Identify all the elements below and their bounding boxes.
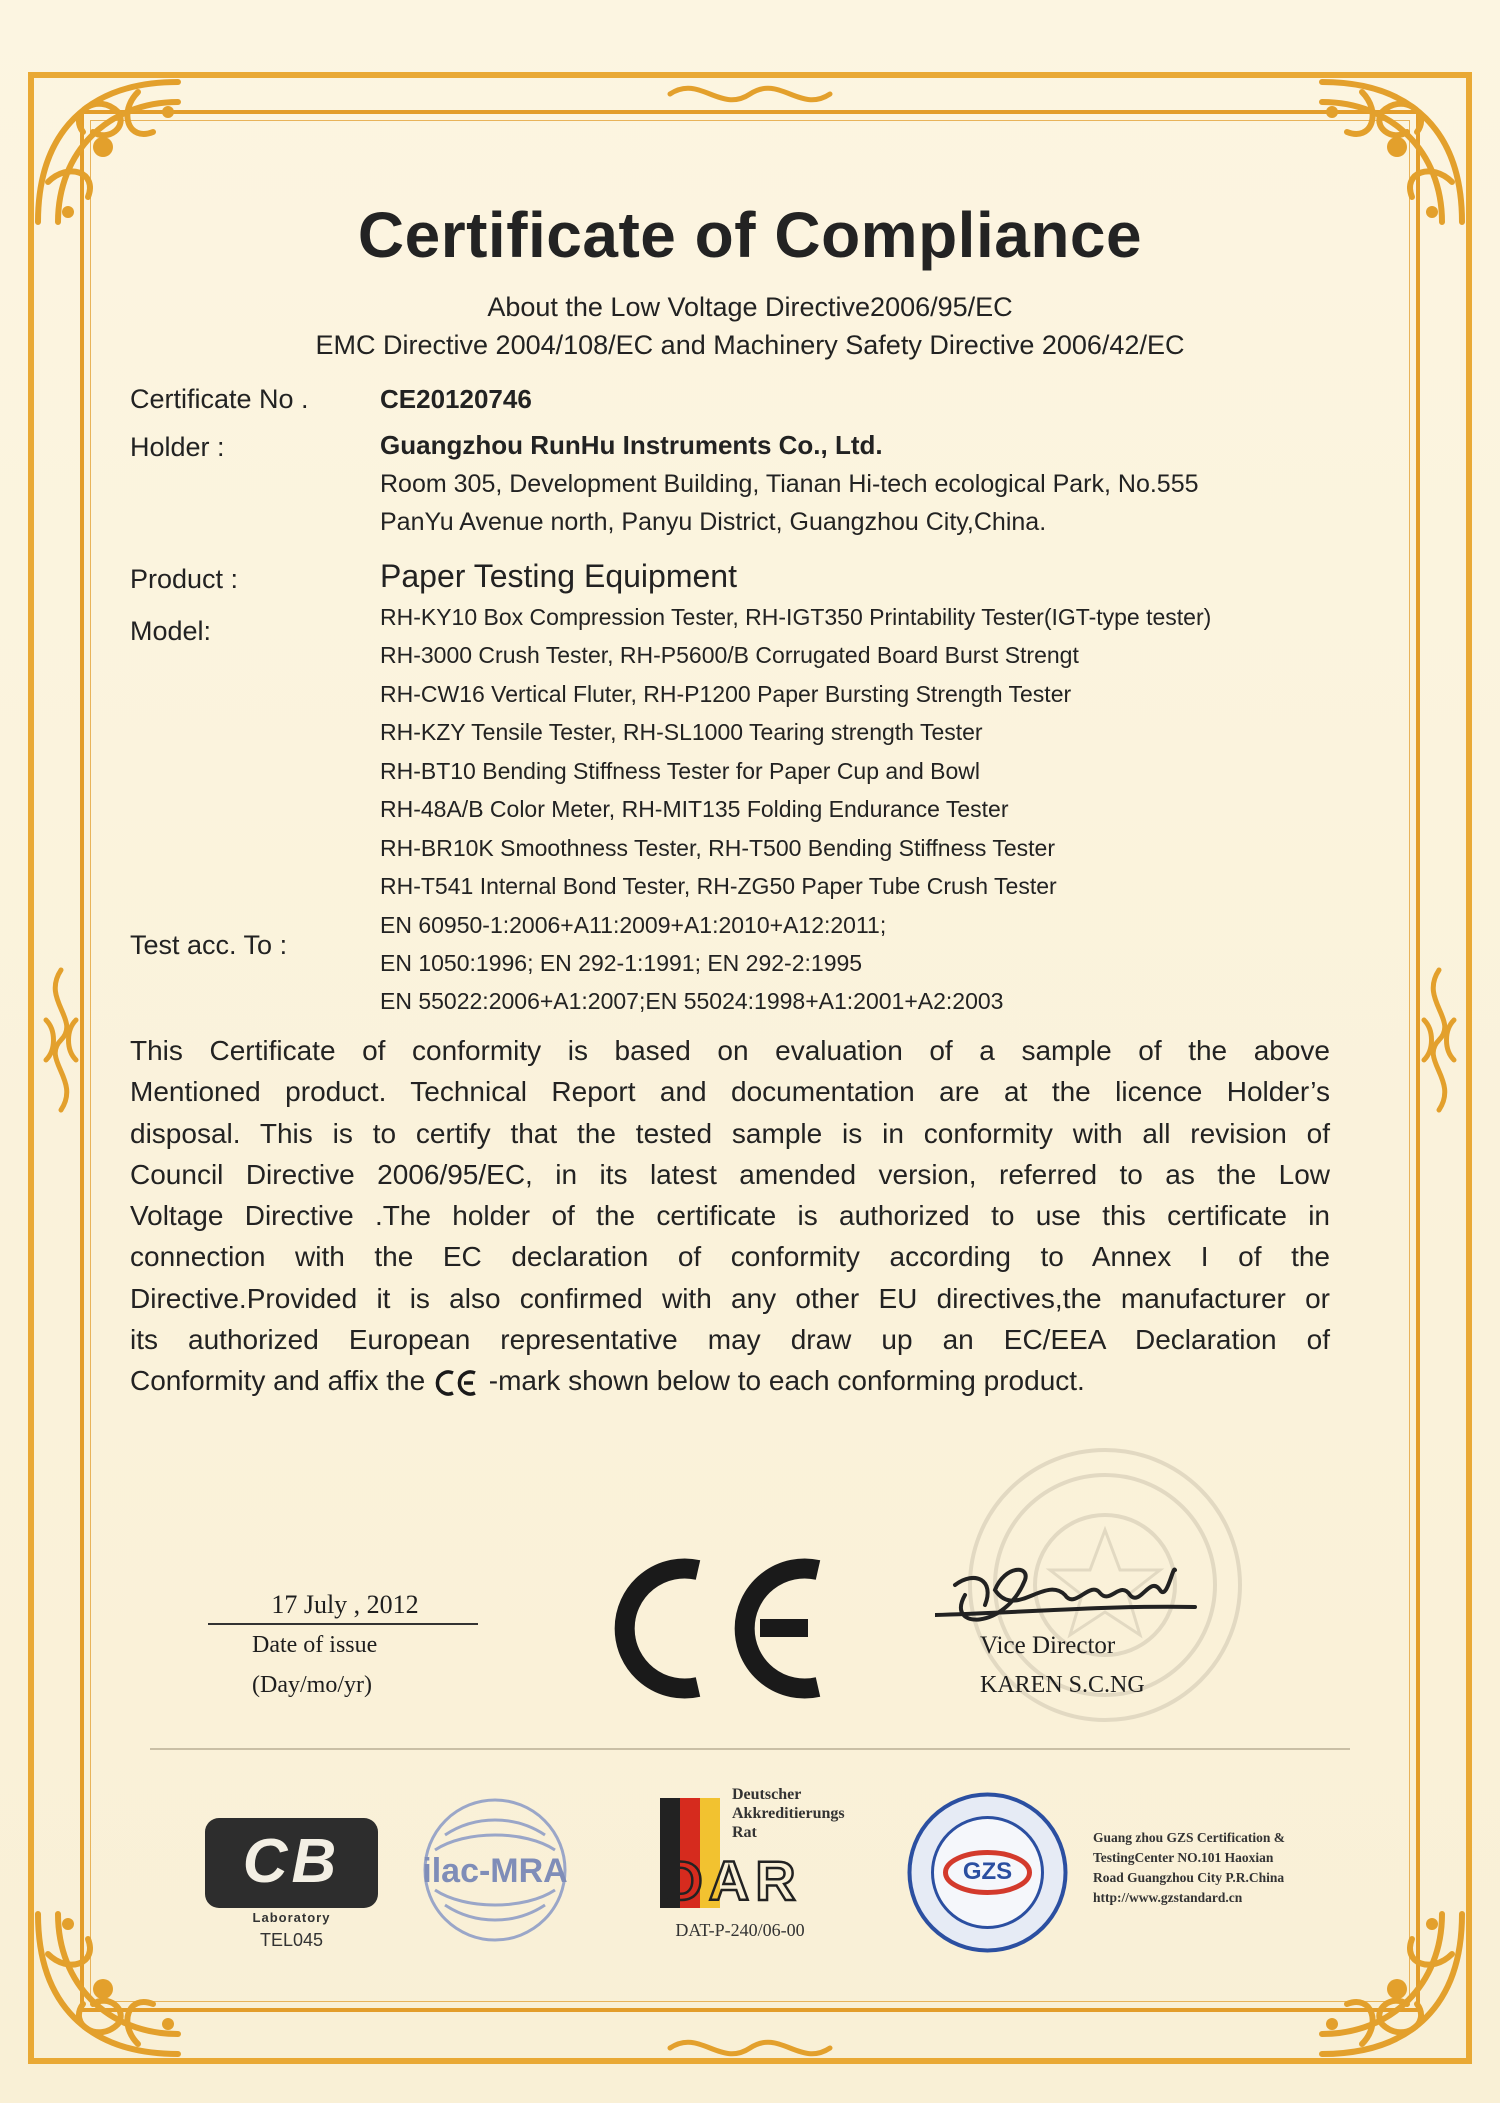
standard-line: EN 60950-1:2006+A11:2009+A1:2010+A12:2011; — [380, 912, 887, 938]
holder-address-line-1: Room 305, Development Building, Tianan Hi-tech ecological Park, No.555 — [380, 470, 1199, 498]
statement-line: connection with the EC declaration of conformity according to Annex I of the — [130, 1241, 1330, 1273]
gzs-logo-text: GZS — [962, 1858, 1013, 1885]
corner-ornament-bottom-right — [1302, 1894, 1472, 2064]
certificate-no-label: Certificate No . — [130, 384, 309, 414]
gzs-logo — [905, 1790, 1070, 1955]
gzs-address-line: http://www.gzstandard.cn — [1093, 1890, 1243, 1905]
dar-logo-text: DAR — [662, 1849, 802, 1912]
holder-label: Holder : — [130, 432, 225, 462]
dar-name-line: Deutscher — [732, 1786, 802, 1803]
side-ornament-bottom — [660, 2028, 840, 2068]
test-label: Test acc. To : — [130, 930, 288, 960]
certificate-no-value: CE20120746 — [380, 384, 532, 414]
model-label: Model: — [130, 616, 212, 646]
product-value: Paper Testing Equipment — [380, 558, 737, 594]
date-format-label: (Day/mo/yr) — [252, 1672, 372, 1698]
holder-name: Guangzhou RunHu Instruments Co., Ltd. — [380, 430, 883, 460]
statement-line: Council Directive 2006/95/EC, in its latest amended version, referred to as the Low — [130, 1158, 1330, 1190]
gzs-address-line: TestingCenter NO.101 Haoxian — [1093, 1850, 1274, 1865]
side-ornament-top — [660, 74, 840, 114]
statement-last-text-after: -mark shown below to each conforming product. — [488, 1365, 1085, 1397]
statement-line: its authorized European representative may draw up an EC/EEA Declaration of — [130, 1324, 1330, 1356]
holder-address-line-2: PanYu Avenue north, Panyu District, Guangzhou City,China. — [380, 508, 1047, 536]
model-line: RH-CW16 Vertical Fluter, RH-P1200 Paper Bursting Strength Tester — [380, 681, 1072, 707]
dar-code: DAT-P-240/06-00 — [675, 1920, 805, 1940]
model-line: RH-KZY Tensile Tester, RH-SL1000 Tearing strength Tester — [380, 719, 983, 745]
date-underline — [208, 1623, 478, 1625]
model-line: RH-48A/B Color Meter, RH-MIT135 Folding Endurance Tester — [380, 796, 1009, 822]
cb-laboratory-label: Laboratory — [252, 1910, 331, 1925]
model-line: RH-BT10 Bending Stiffness Tester for Paper Cup and Bowl — [380, 758, 981, 784]
ce-mark-inline-icon — [433, 1368, 481, 1398]
standard-line: EN 1050:1996; EN 292-1:1991; EN 292-2:1995 — [380, 950, 863, 976]
gzs-address-line: Guang zhou GZS Certification & — [1093, 1830, 1286, 1845]
side-ornament-right — [1414, 960, 1464, 1120]
statement-line: Directive.Provided it is also confirmed with any other EU directives,the manufacturer or — [130, 1282, 1330, 1314]
statement-line: disposal. This is to certify that the tested sample is in conformity with all revision of — [130, 1117, 1330, 1149]
dar-name-line: Akkreditierungs — [732, 1805, 845, 1822]
gzs-address — [1093, 1828, 1285, 1908]
product-label: Product : — [130, 564, 239, 594]
ilac-mra-text: ilac-MRA — [422, 1852, 568, 1890]
issue-date: 17 July , 2012 — [271, 1590, 419, 1619]
signatory-name: KAREN S.C.NG — [980, 1672, 1145, 1698]
signature-icon — [935, 1535, 1205, 1645]
statement-last-text-before: Conformity and affix the — [130, 1365, 426, 1397]
date-of-issue-label: Date of issue — [252, 1632, 378, 1658]
statement-line: Mentioned product. Technical Report and documentation are at the licence Holder’s — [130, 1076, 1330, 1108]
side-ornament-left — [36, 960, 86, 1120]
model-line: RH-BR10K Smoothness Tester, RH-T500 Bending Stiffness Tester — [380, 835, 1055, 861]
footer-divider — [150, 1748, 1350, 1750]
ilac-mra-logo — [415, 1790, 575, 1950]
certificate-title: Certificate of Compliance — [357, 199, 1143, 271]
model-line: RH-KY10 Box Compression Tester, RH-IGT350 Printability Tester(IGT-type tester) — [380, 604, 1212, 630]
statement-line: This Certificate of conformity is based on evaluation of a sample of the above — [130, 1035, 1330, 1066]
dar-organization-name — [732, 1785, 845, 1842]
subtitle-line-2: EMC Directive 2004/108/EC and Machinery Safety Directive 2006/42/EC — [315, 330, 1185, 360]
cb-logo-text: CB — [242, 1827, 341, 1896]
model-line: RH-3000 Crush Tester, RH-P5600/B Corrugated Board Burst Strengt — [380, 642, 1079, 668]
standard-line: EN 55022:2006+A1:2007;EN 55024:1998+A1:2001+A2:2003 — [380, 988, 1004, 1014]
cb-code: TEL045 — [259, 1930, 324, 1950]
model-line: RH-T541 Internal Bond Tester, RH-ZG50 Paper Tube Crush Tester — [380, 873, 1057, 899]
cb-logo — [205, 1818, 378, 1908]
statement-last-line — [130, 1360, 1330, 1401]
certification-statement — [130, 1030, 1330, 1402]
statement-line: Voltage Directive .The holder of the certificate is authorized to use this certificate in — [130, 1200, 1330, 1232]
ce-mark-icon — [600, 1556, 830, 1701]
subtitle-line-1: About the Low Voltage Directive2006/95/EC — [487, 292, 1013, 322]
dar-name-line: Rat — [732, 1824, 757, 1841]
gzs-address-line: Road Guangzhou City P.R.China — [1093, 1870, 1285, 1885]
corner-ornament-bottom-left — [28, 1894, 198, 2064]
signatory-title: Vice Director — [980, 1632, 1116, 1659]
